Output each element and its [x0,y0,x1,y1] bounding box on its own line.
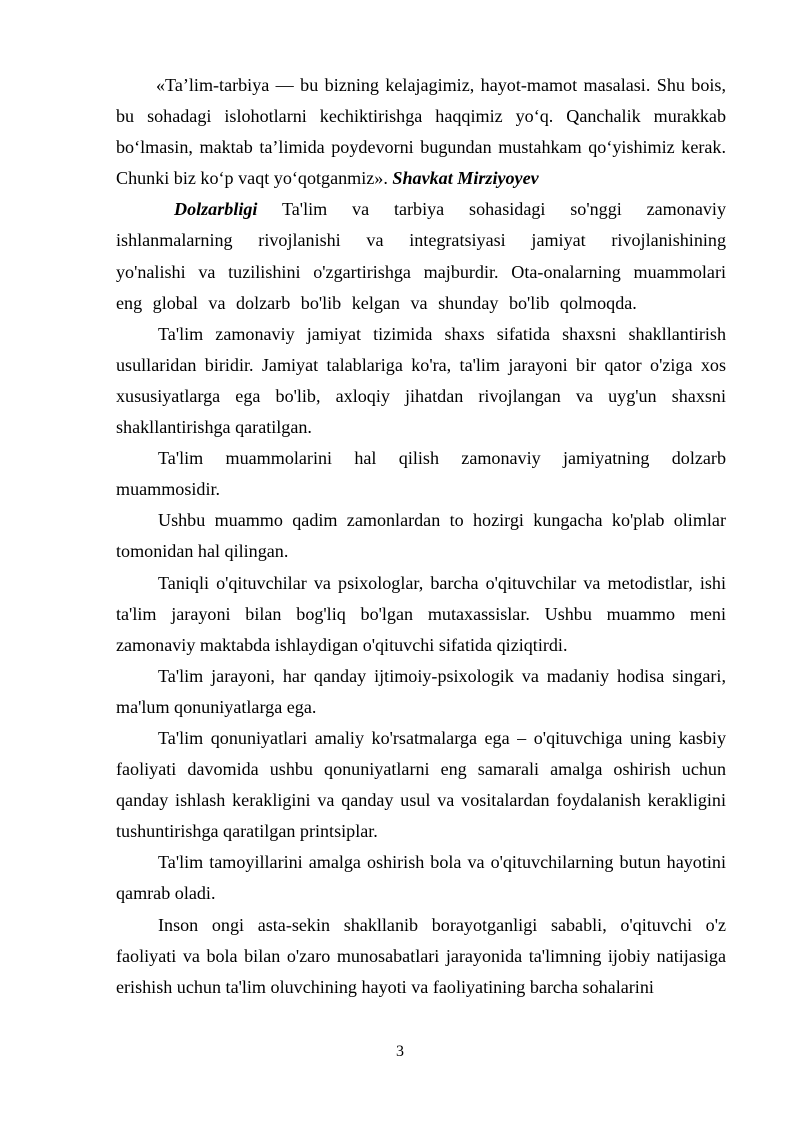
relevance-heading: Dolzarbligi [174,199,258,220]
body-paragraph: Ta'lim qonuniyatlari amaliy ko'rsatmalarga ega – o'qituvchiga uning kasbiy faoliyati davomida ushbu qonuniyatlarni eng samarali amalga oshirish uchun qanday ishlash kerakligini va qanday usul va vositalardan foydalanish kerakligini tushuntirishga qaratilgan printsiplar. [116,727,726,842]
page-body [116,70,726,1003]
body-paragraph: Ta'lim tamoyillarini amalga oshirish bola va o'qituvchilarning butun hayotini qamrab oladi. [116,852,726,904]
page-number: 3 [396,1043,404,1060]
epigraph-author: Shavkat Mirziyoyev [392,168,539,189]
relevance-text: Ta'lim va tarbiya sohasidagi so'nggi zamonaviy ishlanmalarning rivojlanishi va integratsiyasi jamiyat rivojlanishining yo'nalishi va tuzilishini o'zgartirishga majburdir. Ota-onalarning muammolari eng global va dolzarb bo'lib kelgan va shunday bo'lib qolmoqda. [116,199,727,313]
epigraph-quote: «Ta’lim-tarbiya — bu bizning kelajagimiz, hayot-mamot masalasi. Shu bois, bu sohadagi islohotlarni kechiktirishga haqqimiz yo‘q. Qanchalik murakkab bo‘lmasin, maktab ta’limida poydevorni bugundan mustahkam qo‘yishimiz kerak. Chunki biz ko‘p vaqt yo‘qotganmiz». [116,75,726,189]
body-paragraph: Ta'lim jarayoni, har qanday ijtimoiy-psixologik va madaniy hodisa singari, ma'lum qonuniyatlarga ega. [116,665,726,717]
body-paragraph: Inson ongi asta-sekin shakllanib borayotganligi sababli, o'qituvchi o'z faoliyati va bola bilan o'zaro munosabatlari jarayonida ta'limning ijobiy natijasiga erishish uchun ta'lim oluvchining hayoti va faoliyatining barcha sohalarini [116,914,726,997]
body-paragraph: Ta'lim zamonaviy jamiyat tizimida shaxs sifatida shaxsni shakllantirish usullaridan biridir. Jamiyat talablariga ko'ra, ta'lim jarayoni bir qator o'ziga xos xususiyatlarga ega bo'lib, axloqiy jihatdan rivojlangan va uyg'un shaxsni shakllantirishga qaratilgan. [116,323,726,438]
body-paragraph: Ta'lim muammolarini hal qilish zamonaviy jamiyatning dolzarb muammosidir. [116,448,726,500]
body-paragraph: Taniqli o'qituvchilar va psixologlar, barcha o'qituvchilar va metodistlar, ishi ta'lim jarayoni bilan bog'liq bo'lgan mutaxassislar. Ushbu muammo meni zamonaviy maktabda ishlaydigan o'qituvchi sifatida qiziqtirdi. [116,572,726,655]
body-paragraph: Ushbu muammo qadim zamonlardan to hozirgi kungacha ko'plab olimlar tomonidan hal qilingan. [116,510,726,562]
epigraph-paragraph [116,70,726,194]
relevance-paragraph [116,194,726,318]
